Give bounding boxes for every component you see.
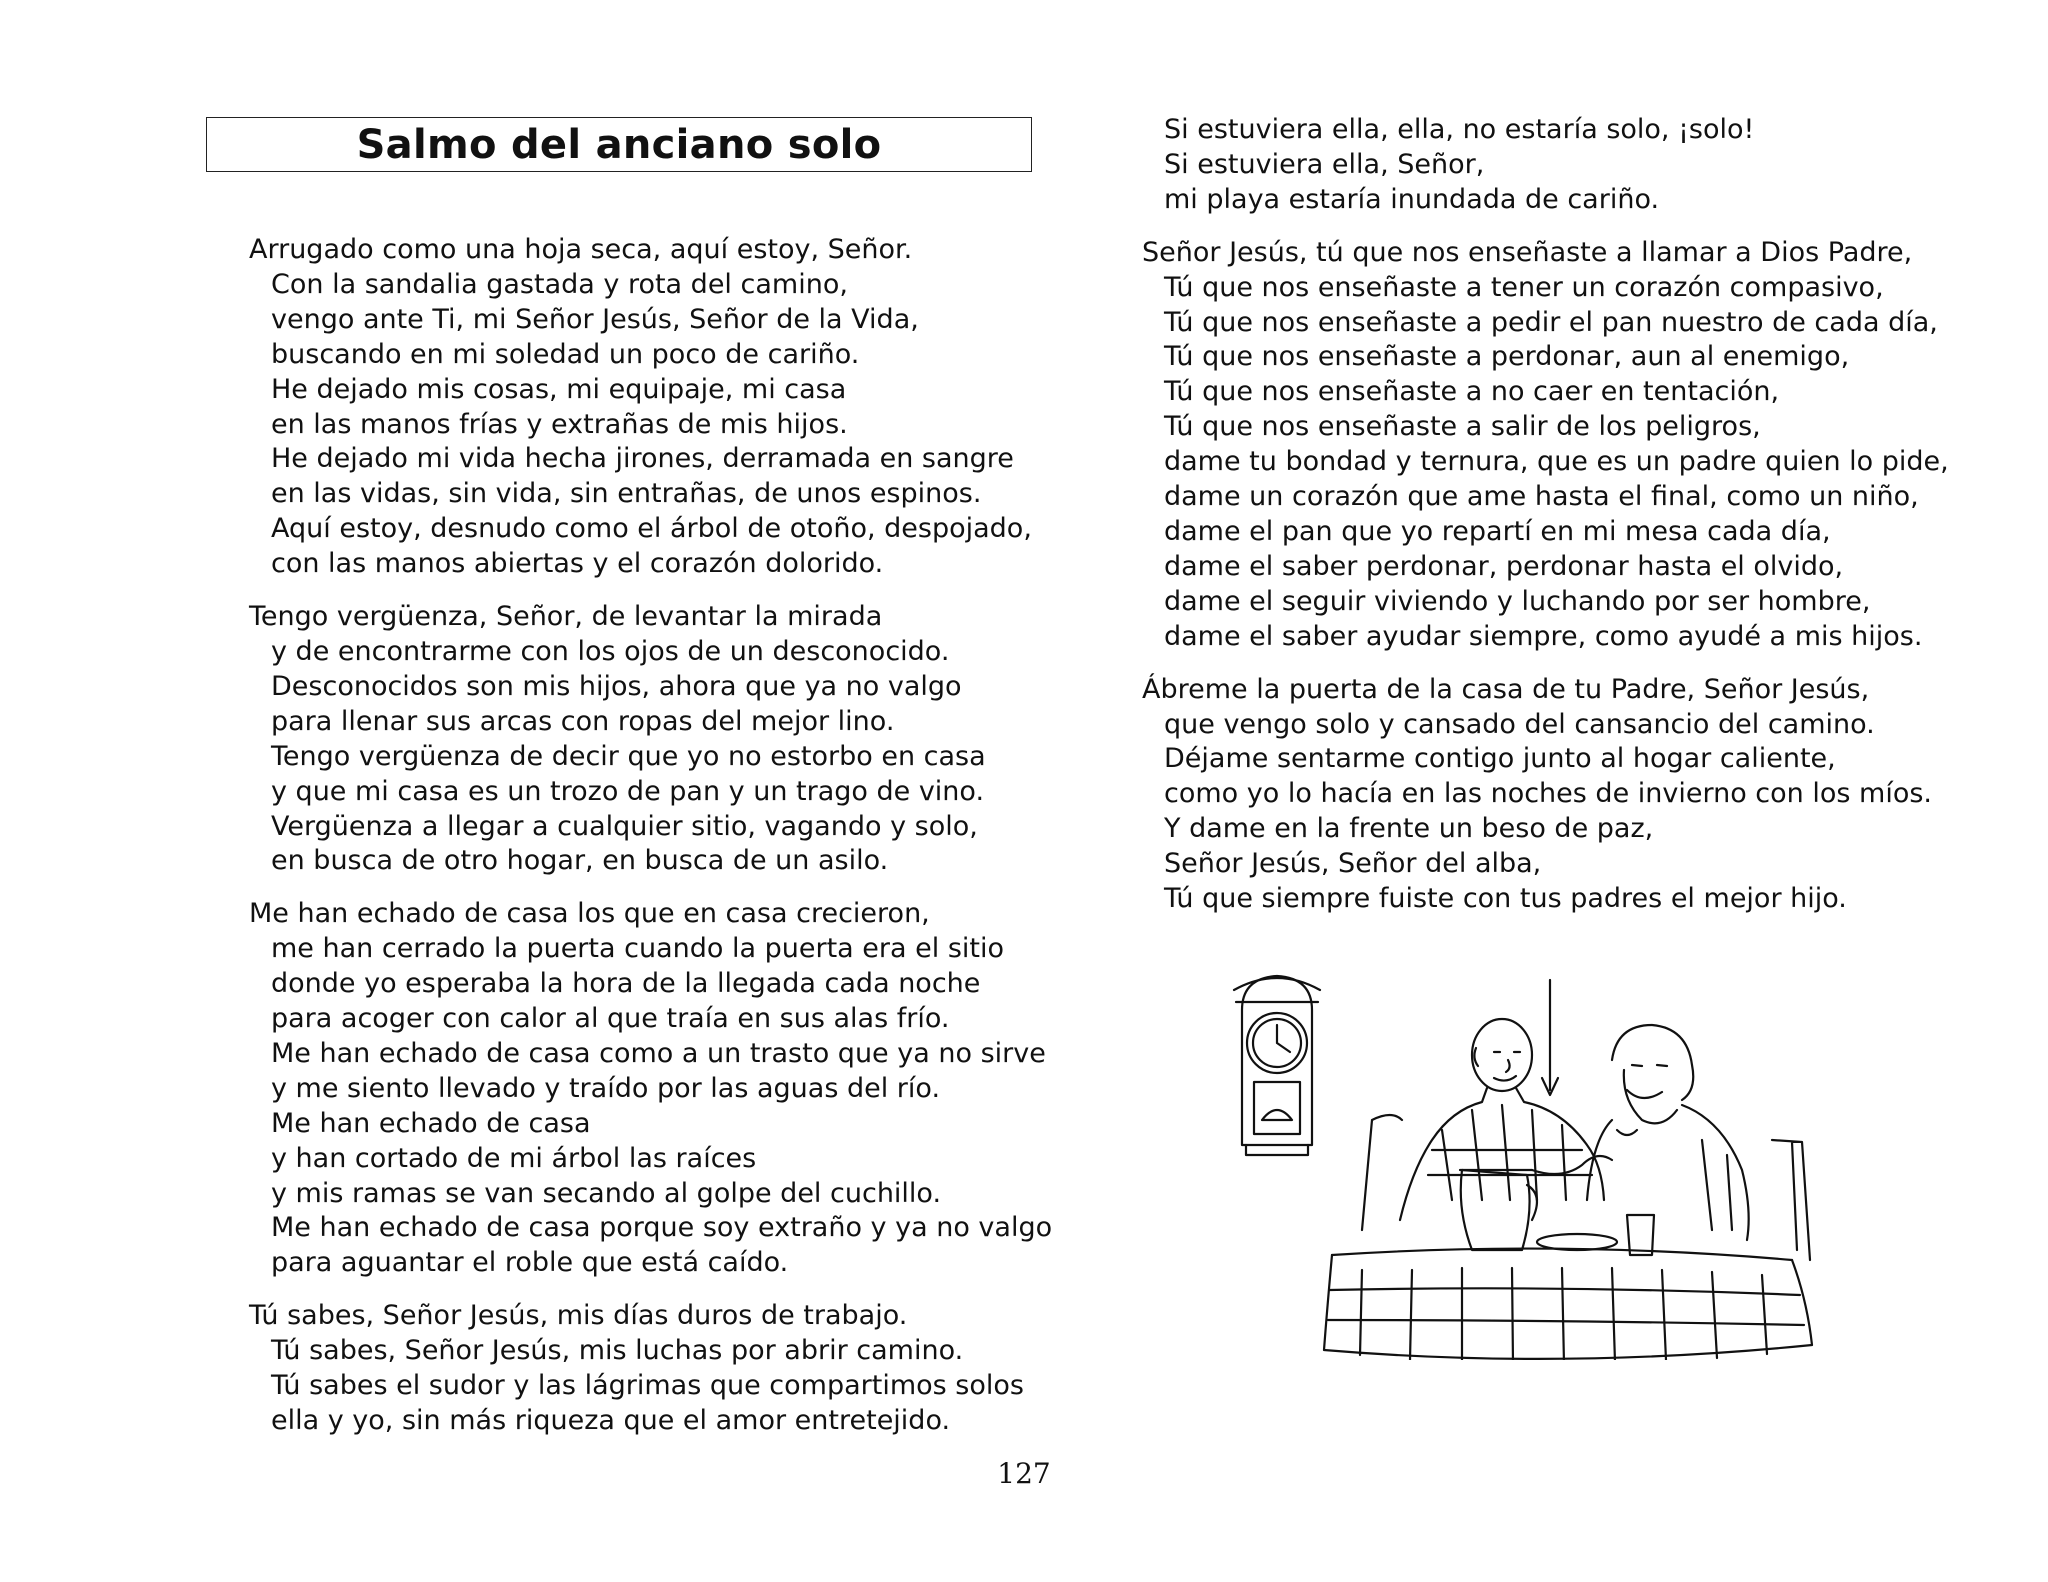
- table-icon: [1324, 1249, 1812, 1360]
- poem-line: vengo ante Ti, mi Señor Jesús, Señor de la Vida,: [271, 303, 919, 335]
- poem-line: Señor Jesús, tú que nos enseñaste a llamar a Dios Padre,: [1142, 236, 1913, 268]
- stanza: [1142, 673, 2022, 917]
- poem-line: He dejado mi vida hecha jirones, derramada en sangre: [271, 443, 1014, 475]
- poem-line: Me han echado de casa porque soy extraño y ya no valgo: [271, 1212, 1053, 1244]
- poem-line: en las manos frías y extrañas de mis hijos.: [271, 408, 848, 440]
- wall-clock-icon: [1234, 976, 1320, 1155]
- stanza: [1142, 113, 2022, 218]
- stanza: [249, 1299, 1049, 1439]
- poem-line: y me siento llevado y traído por las aguas del río.: [271, 1072, 941, 1104]
- poem-line: Tú que nos enseñaste a pedir el pan nuestro de cada día,: [1164, 306, 1938, 338]
- poem-line: Tú sabes, Señor Jesús, mis luchas por abrir camino.: [271, 1335, 964, 1367]
- poem-line: Tú que siempre fuiste con tus padres el mejor hijo.: [1164, 883, 1847, 915]
- poem-line: Si estuviera ella, ella, no estaría solo, ¡solo!: [1164, 114, 1755, 145]
- page-title: Salmo del anciano solo: [356, 121, 882, 168]
- poem-line: para aguantar el roble que está caído.: [271, 1247, 789, 1279]
- poem-line: que vengo solo y cansado del cansancio del camino.: [1164, 708, 1875, 740]
- poem-line: Déjame sentarme contigo junto al hogar caliente,: [1164, 743, 1836, 775]
- title-box: [206, 117, 1032, 172]
- poem-line: Tú que nos enseñaste a perdonar, aun al enemigo,: [1164, 341, 1850, 373]
- dinner-table-two-men-icon: [1232, 970, 1852, 1360]
- poem-line: Tú que nos enseñaste a tener un corazón compasivo,: [1164, 271, 1884, 303]
- poem-line: y que mi casa es un trozo de pan y un trago de vino.: [271, 775, 985, 807]
- poem-line: Aquí estoy, desnudo como el árbol de otoño, despojado,: [271, 513, 1032, 545]
- poem-line: dame un corazón que ame hasta el final, como un niño,: [1164, 481, 1919, 513]
- poem-line: Tú sabes el sudor y las lágrimas que compartimos solos: [271, 1370, 1024, 1402]
- stanza: [249, 897, 1053, 1281]
- poem-line: He dejado mis cosas, mi equipaje, mi casa: [271, 373, 847, 405]
- stanza: [1142, 236, 2022, 655]
- jug-icon: [1460, 1170, 1537, 1250]
- poem-line: para llenar sus arcas con ropas del mejor lino.: [271, 705, 895, 737]
- poem-line: y mis ramas se van secando al golpe del cuchillo.: [271, 1177, 942, 1209]
- poem-line: me han cerrado la puerta cuando la puerta era el sitio: [271, 933, 1004, 965]
- poem-line: como yo lo hacía en las noches de invierno con los míos.: [1164, 778, 1933, 810]
- poem-line: para acoger con calor al que traía en sus alas frío.: [271, 1003, 950, 1035]
- poem-line: Tú sabes, Señor Jesús, mis días duros de trabajo.: [249, 1300, 908, 1332]
- poem-line: Vergüenza a llegar a cualquier sitio, vagando y solo,: [271, 810, 978, 842]
- poem-line: Me han echado de casa los que en casa crecieron,: [249, 898, 930, 930]
- stanza: [249, 233, 1049, 582]
- poem-line: Desconocidos son mis hijos, ahora que ya no valgo: [271, 670, 962, 702]
- poem-line: buscando en mi soledad un poco de cariño.: [271, 338, 860, 370]
- poem-line: dame el pan que yo repartí en mi mesa cada día,: [1164, 515, 1831, 547]
- poem-line: Tú que nos enseñaste a no caer en tentación,: [1164, 376, 1780, 408]
- left-column: [249, 233, 1053, 1457]
- poem-line: en las vidas, sin vida, sin entrañas, de unos espinos.: [271, 478, 982, 510]
- page-number: 127: [997, 1457, 1051, 1490]
- poem-line: dame el saber ayudar siempre, como ayudé a mis hijos.: [1164, 620, 1923, 652]
- poem-line: en busca de otro hogar, en busca de un asilo.: [271, 845, 889, 877]
- poem-line: dame tu bondad y ternura, que es un padre quien lo pide,: [1164, 446, 1949, 478]
- poem-line: Me han echado de casa como a un trasto que ya no sirve: [271, 1037, 1046, 1069]
- poem-line: y han cortado de mi árbol las raíces: [271, 1142, 757, 1174]
- poem-line: Señor Jesús, Señor del alba,: [1164, 848, 1542, 880]
- poem-line: Arrugado como una hoja seca, aquí estoy, Señor.: [249, 234, 913, 265]
- poem-line: Si estuviera ella, Señor,: [1164, 148, 1485, 180]
- poem-line: ella y yo, sin más riqueza que el amor entretejido.: [271, 1405, 951, 1436]
- poem-line: Y dame en la frente un beso de paz,: [1164, 813, 1654, 845]
- poem-line: Me han echado de casa: [271, 1107, 591, 1139]
- poem-line: mi playa estaría inundada de cariño.: [1164, 183, 1660, 215]
- poem-line: Con la sandalia gastada y rota del camino,: [271, 268, 848, 300]
- poem-line: dame el seguir viviendo y luchando por ser hombre,: [1164, 585, 1871, 617]
- poem-line: Tengo vergüenza, Señor, de levantar la mirada: [249, 601, 883, 633]
- poem-line: y de encontrarme con los ojos de un desconocido.: [271, 635, 950, 667]
- poem-line: dame el saber perdonar, perdonar hasta el olvido,: [1164, 550, 1844, 582]
- poem-line: con las manos abiertas y el corazón dolorido.: [271, 548, 884, 580]
- poem-line: Ábreme la puerta de la casa de tu Padre, Señor Jesús,: [1142, 673, 1870, 705]
- bald-man-icon: [1400, 1019, 1612, 1220]
- poem-line: Tú que nos enseñaste a salir de los peligros,: [1164, 411, 1761, 443]
- poem-line: Tengo vergüenza de decir que yo no estorbo en casa: [271, 740, 986, 772]
- bearded-man-icon: [1587, 1025, 1749, 1240]
- stanza: [249, 600, 1049, 879]
- poem-line: donde yo esperaba la hora de la llegada cada noche: [271, 968, 981, 1000]
- right-column: [1142, 113, 2022, 935]
